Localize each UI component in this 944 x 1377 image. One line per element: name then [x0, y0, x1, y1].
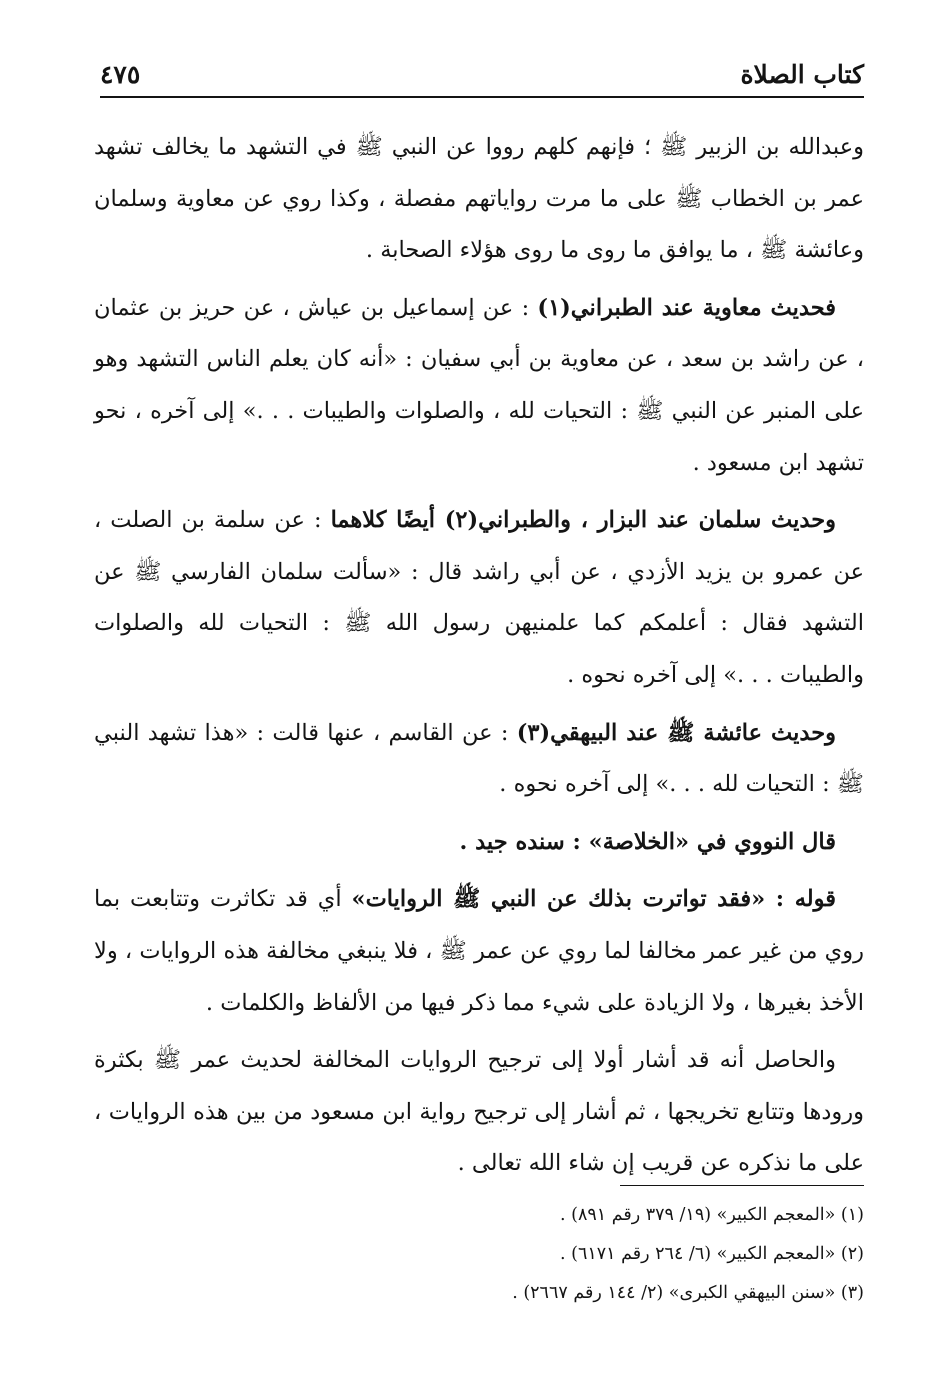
paragraph-3-text: : عن سلمة بن الصلت ، عن عمرو بن يزيد الأزدي ، عن أبي راشد قال : «سألت سلمان الفارسي ﷺ عن التشهد فقال : أعلمكم كما علمنيهن رسول الله ﷺ : التحيات لله والصلوات والطيبات . . .» إلى آخره نحوه .: [94, 507, 864, 688]
paragraph-4: [94, 708, 864, 811]
paragraph-6-lead: قوله : «فقد تواترت بذلك عن النبي ﷺ الروايات»: [351, 886, 836, 913]
paragraph-6: [94, 874, 864, 1029]
page-header: [100, 58, 864, 94]
paragraph-7-text: والحاصل أنه قد أشار أولا إلى ترجيح الروايات المخالفة لحديث عمر ﷺ بكثرة ورودها وتتابع تخريجها ، ثم أشار إلى ترجيح رواية ابن مسعود من بين هذه الروايات ، على ما نذكره عن قريب إن شاء الله تعالى .: [94, 1047, 864, 1177]
paragraph-1-text: وعبدالله بن الزبير ﷺ ؛ فإنهم كلهم رووا عن النبي ﷺ في التشهد ما يخالف تشهد عمر بن الخطاب ﷺ على ما مرت رواياتهم مفصلة ، وكذا روي عن معاوية وسلمان وعائشة ﷺ ، ما يوافق ما روى ما روى هؤلاء الصحابة .: [94, 134, 864, 264]
chapter-title: كتاب الصلاة: [740, 60, 864, 89]
main-text: [94, 122, 864, 1196]
footnote-divider: [620, 1185, 864, 1186]
footnote-1: (١) «المعجم الكبير» (١٩/ ٣٧٩ رقم ٨٩١) .: [560, 1205, 864, 1225]
paragraph-3-lead: وحديث سلمان عند البزار ، والطبراني(٢) أيضًا كلاهما: [330, 507, 836, 534]
paragraph-2-lead: فحديث معاوية عند الطبراني(١): [537, 294, 836, 321]
header-divider: [100, 96, 864, 98]
paragraph-1: [94, 122, 864, 277]
page-number: ٤٧٥: [100, 60, 141, 89]
paragraph-3: [94, 495, 864, 701]
footnote-3: (٣) «سنن البيهقي الكبرى» (٢/ ١٤٤ رقم ٢٦٦٧) .: [512, 1283, 864, 1303]
paragraph-4-lead: وحديث عائشة ﷺ عند البيهقي(٣): [516, 719, 836, 746]
paragraph-6-text: أي قد تكاثرت وتتابعت بما روي من غير عمر مخالفا لما روي عن عمر ﷺ ، فلا ينبغي مخالفة هذه الروايات ، ولا الأخذ بغيرها ، ولا الزيادة على شيء مما ذكر فيها من الألفاظ والكلمات .: [94, 886, 864, 1016]
footnotes: [380, 1196, 864, 1313]
footnote-2: (٢) «المعجم الكبير» (٦/ ٢٦٤ رقم ٦١٧١) .: [560, 1244, 864, 1264]
paragraph-7: [94, 1035, 864, 1190]
paragraph-4-text: : عن القاسم ، عنها قالت : «هذا تشهد النبي ﷺ : التحيات لله . . .» إلى آخره نحوه .: [94, 719, 864, 798]
paragraph-5: [94, 817, 864, 869]
paragraph-5-lead: قال النووي في «الخلاصة» : سنده جيد .: [459, 828, 836, 855]
paragraph-2: [94, 283, 864, 489]
paragraph-2-text: : عن إسماعيل بن عياش ، عن حريز بن عثمان ، عن راشد بن سعد ، عن معاوية بن أبي سفيان : «أنه كان يعلم الناس التشهد وهو على المنبر عن النبي ﷺ : التحيات لله ، والصلوات والطيبات . . .» إلى آخره ، نحو تشهد ابن مسعود .: [94, 294, 864, 476]
